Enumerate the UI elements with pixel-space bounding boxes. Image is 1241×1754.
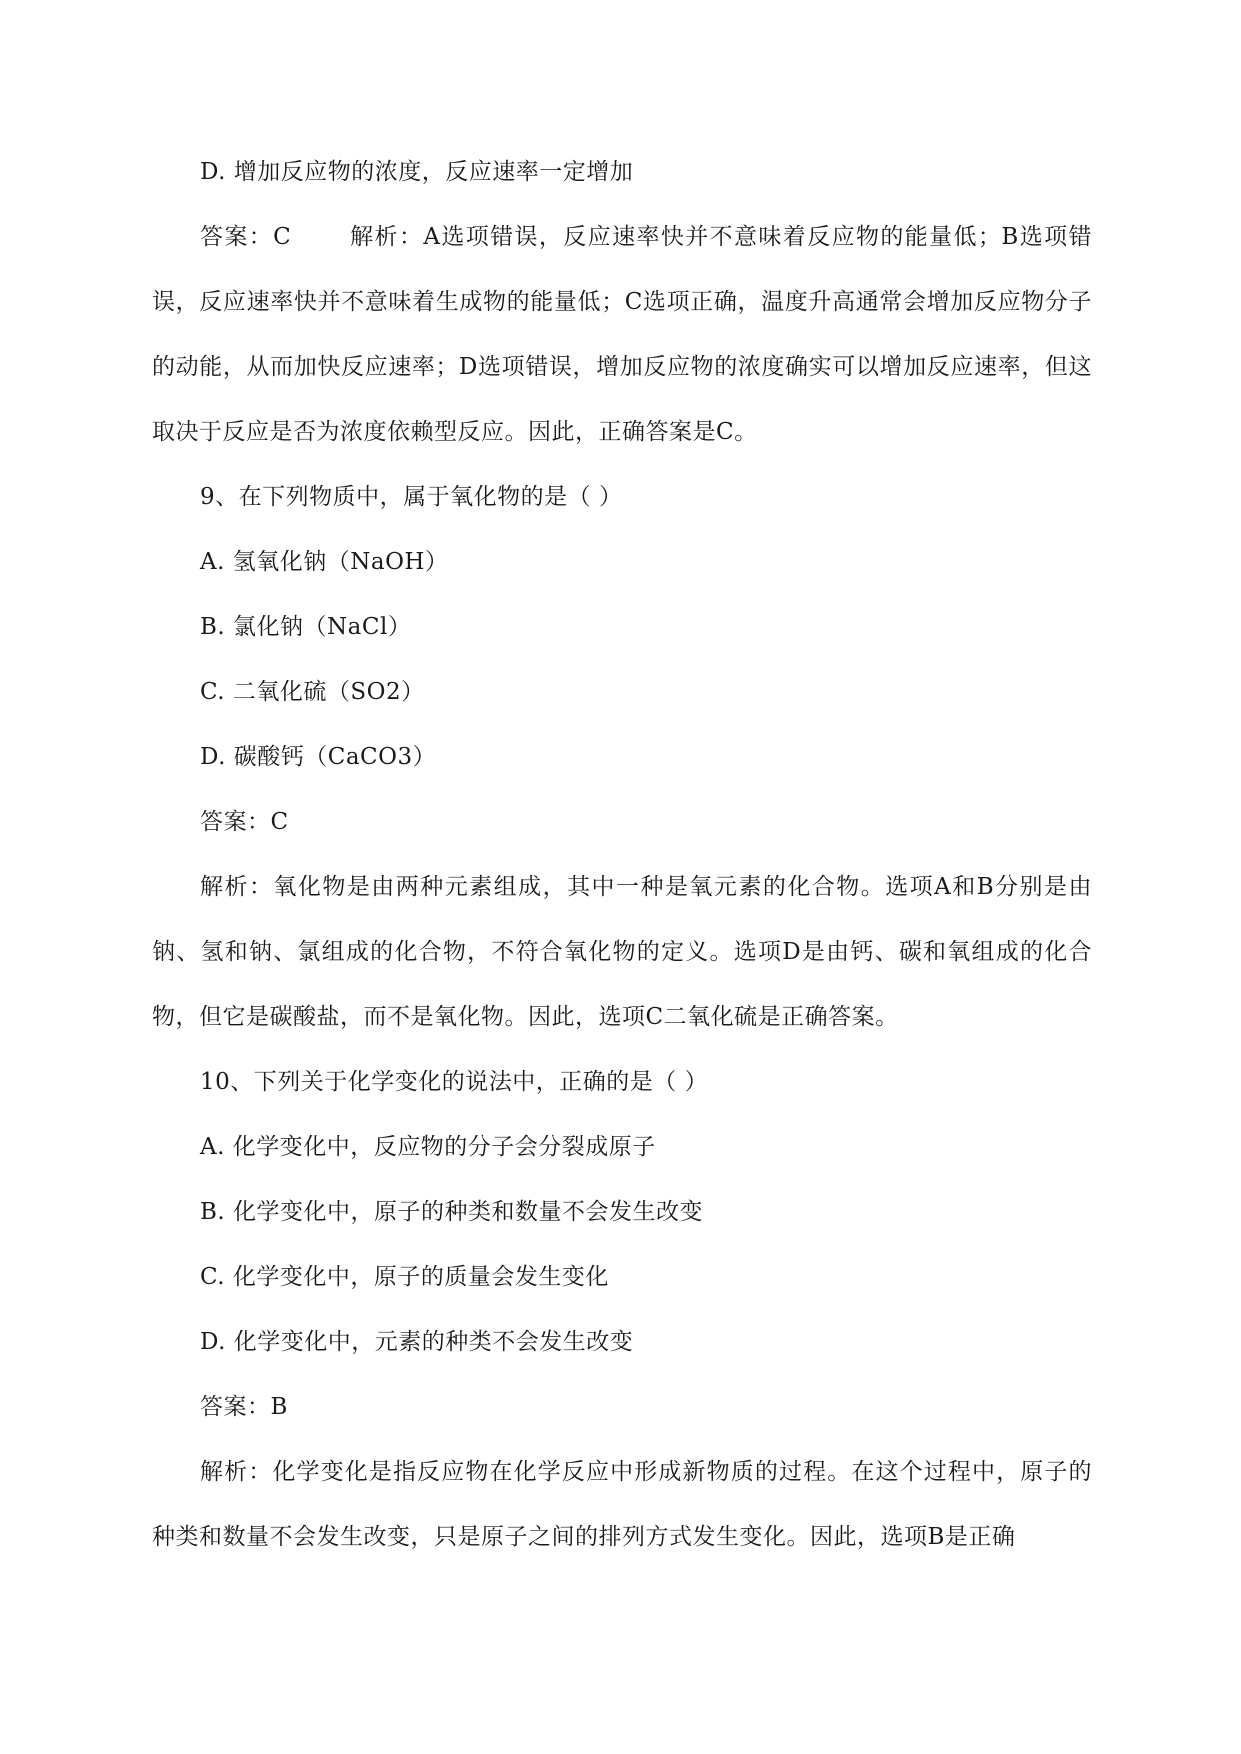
q10-option-a: A. 化学变化中，反应物的分子会分裂成原子 <box>200 1134 656 1160</box>
page-content <box>152 140 1092 1570</box>
q10-question: 10、下列关于化学变化的说法中，正确的是（ ） <box>200 1069 709 1095</box>
q9-answer: 答案：C <box>200 809 289 835</box>
q9-option-a: A. 氢氧化钠（NaOH） <box>200 549 449 575</box>
q10-option-b: B. 化学变化中，原子的种类和数量不会发生改变 <box>200 1199 704 1225</box>
q10-option-d: D. 化学变化中，元素的种类不会发生改变 <box>200 1329 634 1355</box>
q8-answer: 答案：C <box>200 224 292 250</box>
q9-explanation: 解析：氧化物是由两种元素组成，其中一种是氧元素的化合物。选项A和B分别是由钠、氢和钠、氯组成的化合物，不符合氧化物的定义。选项D是由钙、碳和氧组成的化合物，但它是碳酸盐，而不是氧化物。因此，选项C二氧化硫是正确答案。 <box>152 874 1092 1030</box>
q9-option-d: D. 碳酸钙（CaCO3） <box>200 744 437 770</box>
q8-explanation: 解析：A选项错误，反应速率快并不意味着反应物的能量低；B选项错误，反应速率快并不意味着生成物的能量低；C选项正确，温度升高通常会增加反应物分子的动能，从而加快反应速率；D选项错误，增加反应物的浓度确实可以增加反应速率，但这取决于反应是否为浓度依赖型反应。因此，正确答案是C。 <box>152 224 1092 445</box>
q8-answer-explanation <box>152 205 1092 465</box>
q10-explanation: 解析：化学变化是指反应物在化学反应中形成新物质的过程。在这个过程中，原子的种类和数量不会发生改变，只是原子之间的排列方式发生变化。因此，选项B是正确 <box>152 1459 1092 1550</box>
q9-option-b: B. 氯化钠（NaCl） <box>200 614 412 640</box>
q10-answer: 答案：B <box>200 1394 288 1420</box>
q9-question: 9、在下列物质中，属于氧化物的是（ ） <box>200 484 623 510</box>
q10-option-c: C. 化学变化中，原子的质量会发生变化 <box>200 1264 609 1290</box>
q9-option-c: C. 二氧化硫（SO2） <box>200 679 425 705</box>
q8-option-d: D. 增加反应物的浓度，反应速率一定增加 <box>200 159 634 185</box>
